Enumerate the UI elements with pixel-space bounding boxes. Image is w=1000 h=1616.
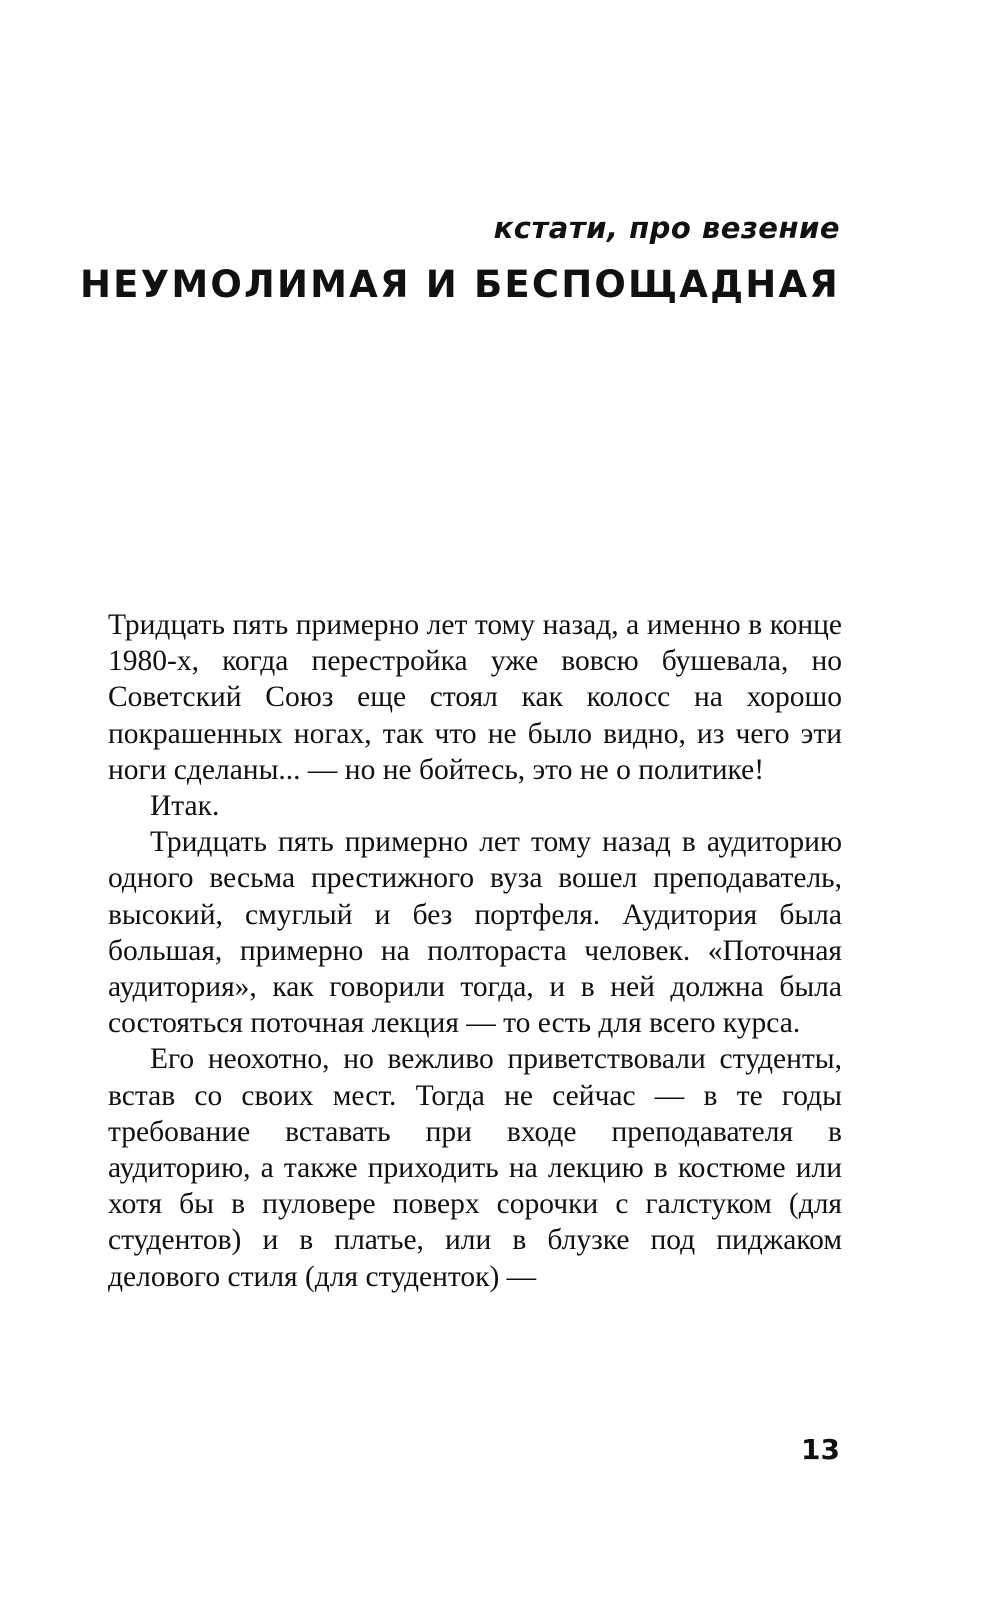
chapter-subtitle: кстати, про везение [493, 211, 840, 245]
chapter-header [80, 208, 840, 310]
body-text [108, 607, 842, 1295]
page-number: 13 [801, 1433, 840, 1466]
paragraph: Тридцать пять примерно лет тому назад, а именно в конце 1980-х, когда перестройка уже вовсю бушевала, но Советский Союз еще стоял как колосс на хорошо покрашенных ногах, так что не было видно, из чего эти ноги сделаны... — но не бойтесь, это не о политике! [108, 609, 842, 786]
chapter-title: НЕУМОЛИМАЯ И БЕСПОЩАДНАЯ [80, 263, 840, 306]
paragraph: Его неохотно, но вежливо приветствовали студенты, встав со своих мест. Тогда не сейчас — в те годы требование вставать при входе преподавателя в аудиторию, а также приходить на лекцию в костюме или хотя бы в пуловере поверх сорочки с галстуком (для студентов) и в платье, или в блузке под пиджаком делового стиля (для студенток) — [108, 1043, 842, 1293]
paragraph: Итак. [150, 790, 220, 823]
paragraph: Тридцать пять примерно лет тому назад в аудиторию одного весьма престижного вуза вошел преподаватель, высокий, смуглый и без портфеля. Аудитория была большая, примерно на полтораста человек. «Поточная аудитория», как говорили тогда, и в ней должна была состояться поточная лекция — то есть для всего курса. [108, 826, 842, 1040]
